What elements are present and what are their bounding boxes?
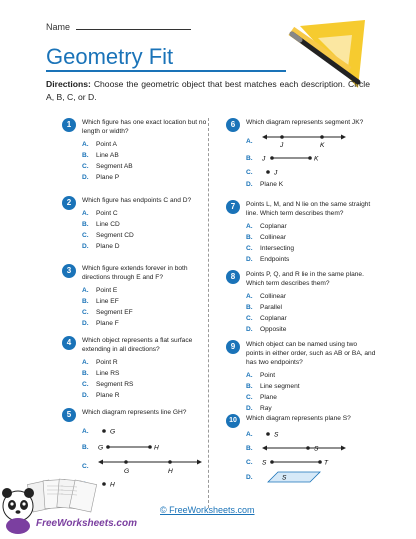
option-a[interactable]: A. S: [246, 427, 376, 441]
option-b[interactable]: B. J K: [246, 151, 376, 165]
question-10: [228, 414, 376, 485]
option-c[interactable]: C. Intersecting: [246, 245, 295, 252]
question-number: 4: [62, 336, 76, 350]
option-c[interactable]: C. Segment AB: [82, 163, 133, 170]
question-text: Which diagram represents line GH?: [82, 409, 187, 416]
name-line[interactable]: [76, 23, 191, 30]
plane-shape: [268, 472, 320, 482]
option-c[interactable]: C. Coplanar: [246, 315, 287, 322]
segment-diagram: [260, 456, 350, 468]
arrow-right: [341, 446, 346, 451]
question-text: Which object can be named using two points in either order, such as AB or BA, and has two endpoints?: [246, 341, 376, 366]
question-text: Which diagram represents plane S?: [246, 415, 351, 422]
question-number: 3: [62, 264, 76, 278]
option-d[interactable]: D. Plane K: [246, 181, 284, 188]
question-6: [228, 118, 376, 190]
label-j: J: [274, 169, 278, 177]
option-a[interactable]: A. G: [82, 423, 212, 439]
label-s: S: [262, 459, 267, 467]
point-k: [320, 135, 324, 139]
segment-diagram: [96, 440, 186, 454]
option-c[interactable]: C. J: [246, 165, 376, 179]
arrow-left: [98, 460, 103, 465]
label-h: H: [168, 468, 173, 475]
question-9: [228, 340, 376, 414]
question-number: 2: [62, 196, 76, 210]
point-j: [280, 135, 284, 139]
name-row: [46, 22, 191, 32]
logo-text: FreeWorksheets.com: [36, 518, 137, 529]
page-title: Geometry Fit: [46, 44, 174, 69]
label-k: K: [314, 155, 319, 163]
option-a[interactable]: A. Point: [246, 372, 276, 379]
option-c[interactable]: C. Plane: [246, 394, 277, 401]
name-label: Name: [46, 22, 71, 32]
question-4: [64, 336, 212, 401]
arrow-right: [341, 135, 346, 140]
question-8: [228, 270, 376, 335]
segment-diagram: [260, 152, 350, 164]
question-number: 1: [62, 118, 76, 132]
option-d[interactable]: D. Plane R: [82, 392, 120, 399]
question-text: Which figure has one exact location but no length or width?: [82, 119, 207, 135]
option-d[interactable]: D. Endpoints: [246, 256, 290, 263]
directions-text: Choose the geometric object that best matches each description. Circle A, B, C, or D.: [46, 79, 370, 102]
option-d[interactable]: D. Plane P: [82, 174, 120, 181]
label-g: G: [98, 444, 104, 452]
option-d[interactable]: D. Ray: [246, 405, 272, 412]
question-text: Which diagram represents segment JK?: [246, 119, 364, 126]
arrow-left: [262, 135, 267, 140]
endpoint-g: [106, 445, 110, 449]
option-c[interactable]: C. G H: [82, 455, 212, 477]
label-h: H: [110, 481, 115, 489]
freeworksheets-logo: [0, 468, 140, 539]
option-a[interactable]: A. Point C: [82, 210, 118, 217]
point-diagram: [260, 428, 320, 440]
point-diagram: [260, 166, 320, 178]
arrow-right: [197, 460, 202, 465]
option-c[interactable]: C. Segment CD: [82, 232, 134, 239]
label-s: S: [282, 474, 287, 482]
question-3: [64, 264, 212, 329]
endpoint-s: [270, 460, 274, 464]
point-s: [266, 432, 270, 436]
footer-link[interactable]: © FreeWorksheets.com: [160, 505, 255, 515]
option-b[interactable]: B. Parallel: [246, 304, 282, 311]
option-b[interactable]: B. Line CD: [82, 221, 120, 228]
endpoint-k: [308, 156, 312, 160]
question-number: 7: [226, 200, 240, 214]
label-h: H: [154, 444, 159, 452]
plane-diagram: [260, 470, 330, 484]
label-g: G: [110, 428, 116, 436]
option-b[interactable]: B. Collinear: [246, 234, 287, 241]
label-t: T: [324, 459, 329, 467]
option-b[interactable]: B. G H: [82, 439, 212, 455]
option-a[interactable]: A. Point A: [82, 141, 117, 148]
option-d[interactable]: D. Plane F: [82, 320, 119, 327]
arrow-left: [262, 446, 267, 451]
question-text: Which object represents a flat surface extending in all directions?: [82, 337, 193, 353]
label-g: G: [124, 468, 130, 475]
label-s: S: [314, 445, 319, 453]
point-j: [266, 170, 270, 174]
question-2: [64, 196, 212, 252]
option-c[interactable]: C. Segment RS: [82, 381, 134, 388]
point-s: [306, 446, 310, 450]
label-j: J: [262, 155, 266, 163]
label-s: S: [274, 431, 279, 439]
option-b[interactable]: B. Line segment: [246, 383, 300, 390]
option-d[interactable]: D. Plane D: [82, 243, 120, 250]
endpoint-h: [148, 445, 152, 449]
option-a[interactable]: A. Point R: [82, 359, 118, 366]
question-number: 6: [226, 118, 240, 132]
directions-label: Directions:: [46, 79, 91, 89]
title-rule: [46, 70, 286, 72]
option-c[interactable]: C. S T: [246, 455, 376, 469]
line-diagram: [260, 442, 350, 454]
label-k: K: [320, 142, 325, 149]
directions: [46, 78, 370, 103]
question-7: [228, 200, 376, 265]
option-a[interactable]: A. J K: [246, 131, 376, 151]
option-a[interactable]: A. Point E: [82, 287, 118, 294]
endpoint-t: [318, 460, 322, 464]
question-number: 5: [62, 408, 76, 422]
option-c[interactable]: C. Segment EF: [82, 309, 133, 316]
question-1: [64, 118, 212, 183]
point-diagram: [96, 424, 156, 438]
option-b[interactable]: B. Line RS: [82, 370, 120, 377]
endpoint-j: [270, 156, 274, 160]
question-text: Which figure has endpoints C and D?: [82, 197, 192, 204]
option-a[interactable]: A. Collinear: [246, 293, 287, 300]
point-h: [168, 460, 172, 464]
option-b[interactable]: B. Line EF: [82, 298, 119, 305]
option-d[interactable]: D. Opposite: [246, 326, 287, 333]
question-text: Points L, M, and N lie on the same straight line. Which term describes them?: [246, 201, 371, 217]
line-diagram: [260, 131, 350, 151]
option-b[interactable]: B. Line AB: [82, 152, 119, 159]
point-g: [124, 460, 128, 464]
option-d[interactable]: D. S: [246, 469, 376, 485]
option-a[interactable]: A. Coplanar: [246, 223, 287, 230]
question-text: Points P, Q, and R lie in the same plane. Which term describes them?: [246, 271, 364, 287]
question-text: Which figure extends forever in both directions through E and F?: [82, 265, 188, 281]
label-j: J: [280, 142, 284, 149]
question-number: 9: [226, 340, 240, 354]
question-number: 10: [226, 414, 240, 428]
question-number: 8: [226, 270, 240, 284]
point-g: [102, 429, 106, 433]
option-b[interactable]: B. S: [246, 441, 376, 455]
